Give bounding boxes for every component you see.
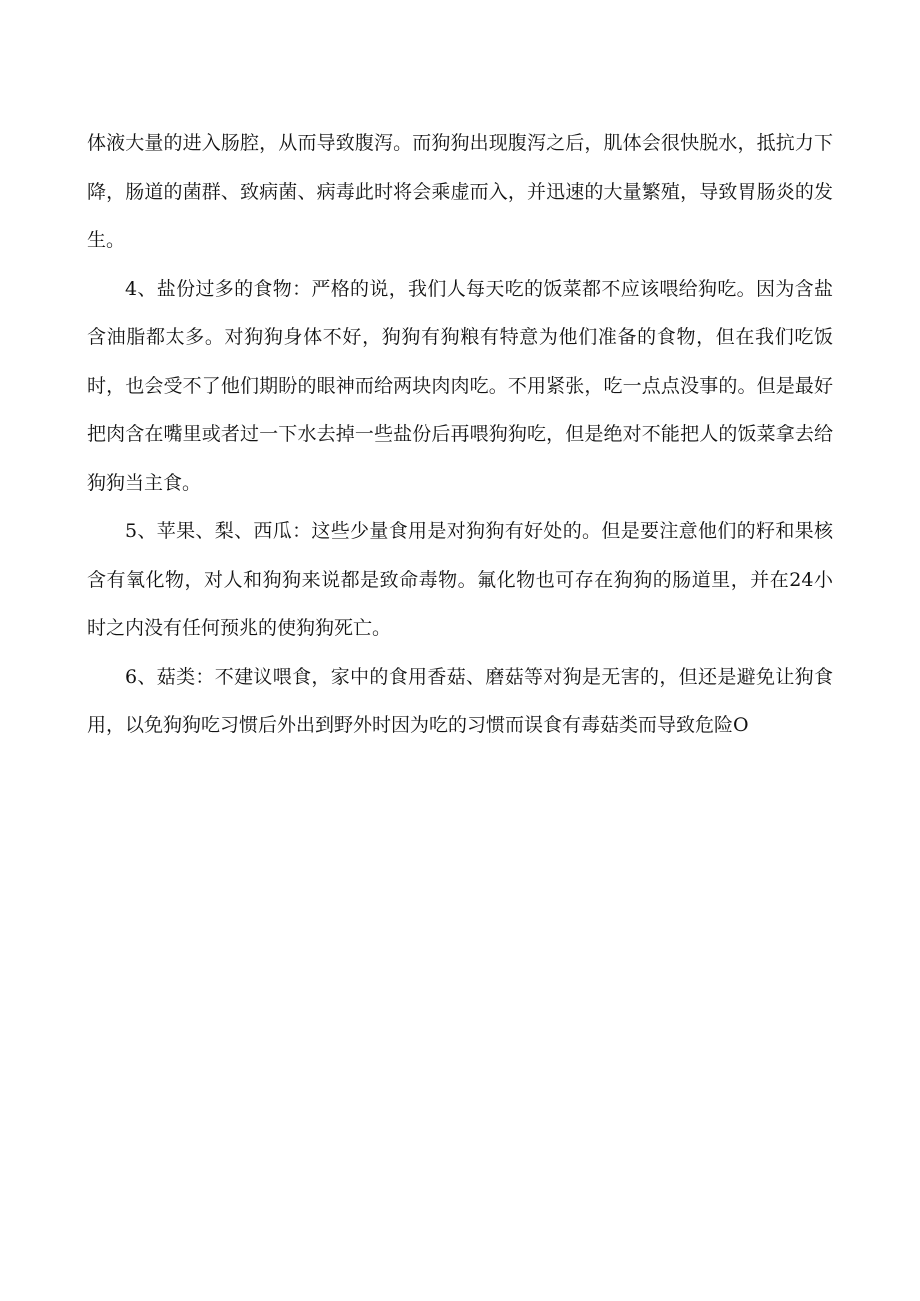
paragraph-item-4-salty-food: 4、盐份过多的食物：严格的说，我们人每天吃的饭菜都不应该喂给狗吃。因为含盐含油脂都太多。对狗狗身体不好，狗狗有狗粮有特意为他们准备的食物，但在我们吃饭时，也会受不了他们期盼的眼神而给两块肉肉吃。不用紧张，吃一点点没事的。但是最好把肉含在嘴里或者过一下水去掉一些盐份后再喂狗狗吃，但是绝对不能把人的饭菜拿去给狗狗当主食。 <box>87 277 833 494</box>
paragraph-item-6-mushrooms: 6、菇类：不建议喂食，家中的食用香菇、磨菇等对狗是无害的，但还是避免让狗食用，以免狗狗吃习惯后外出到野外时因为吃的习惯而误食有毒菇类而导致危险O <box>87 665 833 736</box>
document-body <box>87 119 833 750</box>
paragraph-continuation: 体液大量的进入肠腔，从而导致腹泻。而狗狗出现腹泻之后，肌体会很快脱水，抵抗力下降，肠道的菌群、致病菌、病毒此时将会乘虚而入，并迅速的大量繁殖，导致胃肠炎的发生。 <box>87 132 833 251</box>
paragraph-item-5-fruit: 5、苹果、梨、西瓜：这些少量食用是对狗狗有好处的。但是要注意他们的籽和果核含有氧化物，对人和狗狗来说都是致命毒物。氟化物也可存在狗狗的肠道里，并在24小时之内没有任何预兆的使狗狗死亡。 <box>87 520 833 639</box>
